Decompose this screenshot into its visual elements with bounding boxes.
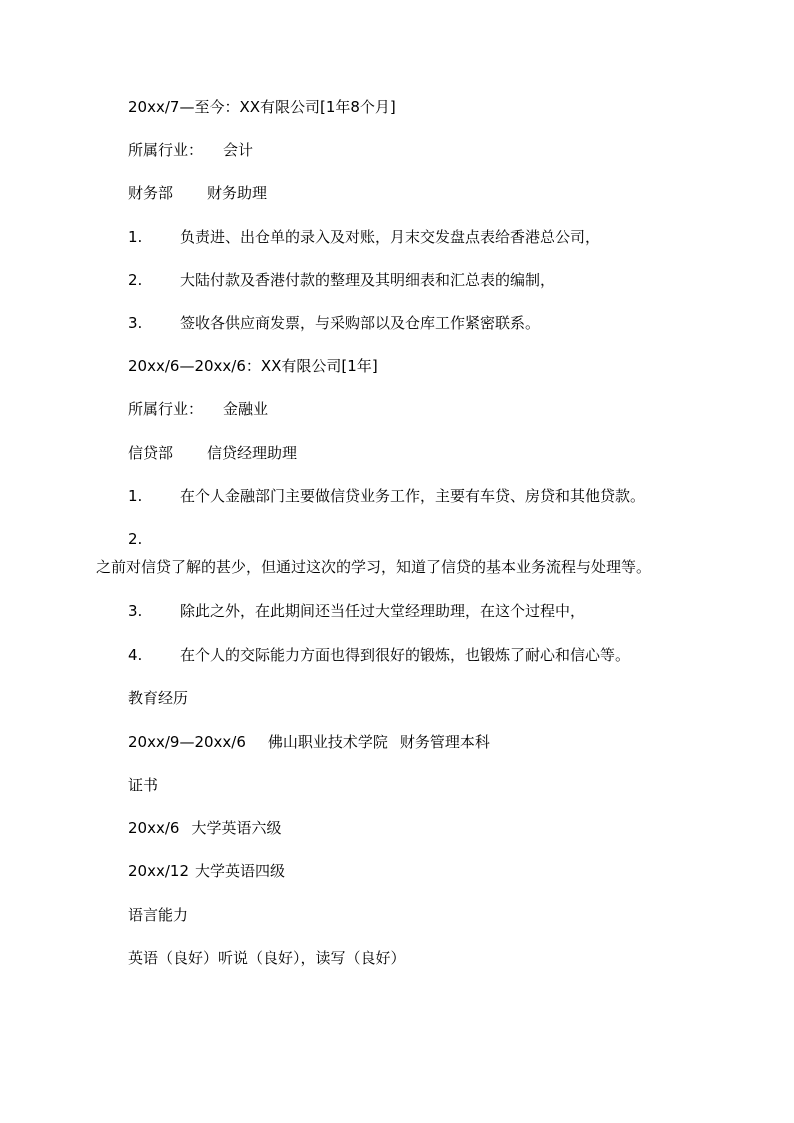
job2-position: [128, 443, 297, 463]
certificate-1: [128, 818, 281, 838]
education-major: 财务管理本科: [399, 733, 490, 751]
job1-industry-value: 会计: [223, 141, 254, 159]
job1-duty-3-text: 签收各供应商发票，与采购部以及仓库工作紧密联系。: [180, 314, 541, 332]
job1-duty-2-num: 2.: [128, 271, 143, 289]
education-period: 20xx/9—20xx/6: [128, 733, 246, 751]
job2-duty-4-num: 4.: [128, 646, 143, 664]
job2-industry-value: 金融业: [223, 400, 269, 418]
job1-dept: 财务部: [128, 184, 174, 202]
job2-duty-2-num: 2.: [128, 530, 143, 548]
job1-position: [128, 183, 267, 203]
job1-title: 财务助理: [207, 184, 268, 202]
job1-duty-1-num: 1.: [128, 228, 143, 246]
job2-title: 信贷经理助理: [207, 444, 298, 462]
job2-dept: 信贷部: [128, 444, 174, 462]
job2-duty-3-num: 3.: [128, 602, 143, 620]
job1-duty-3-num: 3.: [128, 314, 143, 332]
language-heading: 语言能力: [128, 906, 189, 924]
job1-header: 20xx/7—至今：XX有限公司[1年8个月]: [128, 98, 396, 116]
job1-industry-label: 所属行业：: [128, 141, 204, 159]
job2-duty-1-text: 在个人金融部门主要做信贷业务工作，主要有车贷、房贷和其他贷款。: [180, 487, 646, 505]
job2-header: 20xx/6—20xx/6：XX有限公司[1年]: [128, 357, 378, 375]
certificates-heading: 证书: [128, 776, 159, 794]
job2-duty-1-num: 1.: [128, 487, 143, 505]
certificate-2: [128, 861, 285, 881]
certificate-2-date: 20xx/12: [128, 862, 189, 880]
education-heading: 教育经历: [128, 689, 189, 707]
job2-duty-3-text: 除此之外，在此期间还当任过大堂经理助理，在这个过程中，: [180, 602, 586, 620]
job2-industry: [128, 399, 268, 419]
job2-industry-label: 所属行业：: [128, 400, 204, 418]
certificate-2-name: 大学英语四级: [194, 862, 285, 880]
job2-duty-4-text: 在个人的交际能力方面也得到很好的锻炼，也锻炼了耐心和信心等。: [180, 646, 631, 664]
education-school: 佛山职业技术学院: [267, 733, 388, 751]
certificate-1-date: 20xx/6: [128, 819, 180, 837]
job2-duty-2-text: 之前对信贷了解的甚少，但通过这次的学习，知道了信贷的基本业务流程与处理等。: [96, 558, 652, 576]
certificate-1-name: 大学英语六级: [191, 819, 282, 837]
job1-duty-2-text: 大陆付款及香港付款的整理及其明细表和汇总表的编制，: [180, 271, 556, 289]
language-text: 英语（良好）听说（良好），读写（良好）: [128, 949, 406, 967]
education-entry: [128, 732, 490, 752]
job1-duty-1-text: 负责进、出仓单的录入及对账，月末交发盘点表给香港总公司，: [180, 228, 601, 246]
job1-industry: [128, 140, 253, 160]
